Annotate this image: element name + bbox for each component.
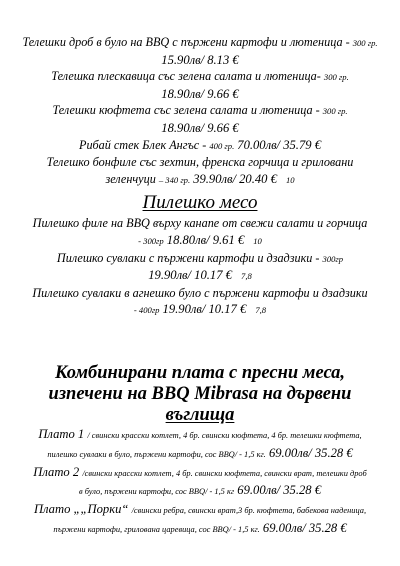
- section-heading-chicken: Пилешко месо: [142, 192, 258, 214]
- plate-porki: Плато „„Порки“ /свински ребра, свински врат,3 бр. кюфтета, бабекова наденица, пържени картофи, гриловaна царевица, сос BBQ/ - 1,5 кг. 69.00лв/ 35.28 €: [33, 502, 367, 535]
- plate-2: Плато 2 /свински крaсски котлет, 4 бр. свински кюфтета, свински врат, телешки дроб в було, пържени картофи, сос BBQ/ - 1,5 кг 69.00лв/ 35.28 €: [33, 464, 367, 498]
- menu-item-chicken-souvlaki: Пилешко сувлаки с пържени картофи и дзадзики - 300гр 19.90лв/ 10.17 € 7,8: [56, 250, 344, 283]
- menu-item-ribeye: Рибай стек Блек Ангъс - 400 гр. 70.00лв/ 35.79 €: [79, 137, 321, 152]
- combo-heading-line1: Комбинирани плата с пресни меса,: [54, 362, 346, 383]
- menu-item-beef-meatballs: Телешки кюфтета със зелена салата и лютеница - 300 гр. 18.90лв/ 9.66 €: [52, 103, 348, 135]
- menu-item-chicken-fillet: Пилешко филе на BBQ върху канапе от свежи салати и горчица - 300гр 18.80лв/ 9.61 € 10: [32, 216, 368, 247]
- menu-item-beef-liver: Телешки дроб в було на BBQ с пържени картофи и лютеница - 300 гр. 15.90лв/ 8.13 €: [22, 35, 378, 67]
- menu-item-beef-pleskavitsa: Телешка плескавица със зелена салата и лютеница- 300 гр. 18.90лв/ 9.66 €: [51, 69, 349, 101]
- plate-1: Плато 1 / свински крaсски котлет, 4 бр. свински кюфтета, 4 бр. телешки кюфтета, пилешко сувлаки в було, пържени картофи, сос BBQ/ - 1,5 кг. 69.00лв/ 35.28 €: [38, 426, 362, 460]
- spacer: [6, 319, 394, 363]
- menu-item-chicken-souvlaki-lamb: Пилешко сувлаки в агнешко було с пържени картофи и дзадзики - 400гр 19.90лв/ 10.17 € 7,8: [32, 285, 368, 317]
- combo-heading-line2: изпечени на BBQ Mibrasa на дървени: [48, 383, 352, 404]
- menu-item-beef-fillet: Телешко бонфиле със зехтин, френска горчица и гриловани зеленчуци – 340 гр. 39.90лв/ 20.40 € 10: [46, 155, 354, 186]
- combo-heading-line3: въглища: [165, 404, 235, 425]
